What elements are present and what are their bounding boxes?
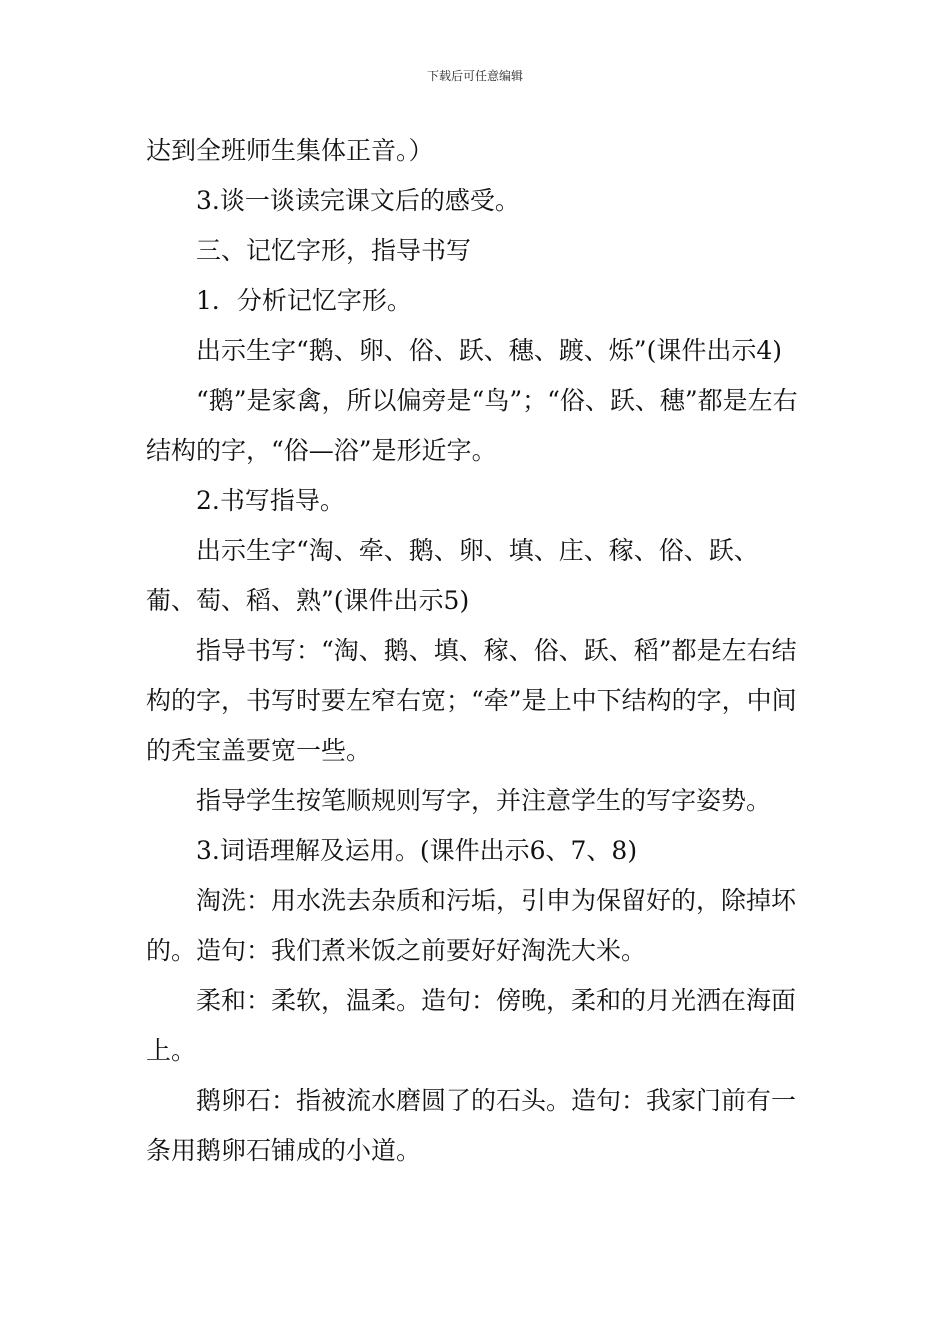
paragraph-14: 鹅卵石：指被流水磨圆了的石头。造句：我家门前有一条用鹅卵石铺成的小道。 bbox=[146, 1086, 797, 1165]
paragraph-5: 出示生字“鹅、卵、俗、跃、穗、踱、烁”(课件出示4) bbox=[196, 336, 782, 365]
paragraph-1: 达到全班师生集体正音。） bbox=[146, 136, 434, 165]
page-header: 下载后可任意编辑 bbox=[426, 69, 523, 83]
paragraph-13: 柔和：柔软，温柔。造句：傍晚，柔和的月光洒在海面上。 bbox=[146, 986, 797, 1065]
paragraph-6: “鹅”是家禽，所以偏旁是“鸟”；“俗、跃、穗”都是左右结构的字，“俗—浴”是形近字。 bbox=[146, 386, 798, 465]
paragraph-7: 2.书写指导。 bbox=[196, 486, 345, 515]
paragraph-8: 出示生字“淘、牵、鹅、卵、填、庄、稼、俗、跃、葡、萄、稻、熟”(课件出示5) bbox=[146, 536, 759, 615]
paragraph-4: 1．分析记忆字形。 bbox=[196, 286, 412, 315]
paragraph-2: 3.谈一谈读完课文后的感受。 bbox=[196, 186, 520, 215]
paragraph-10: 指导学生按笔顺规则写字，并注意学生的写字姿势。 bbox=[196, 786, 772, 815]
paragraph-9: 指导书写：“淘、鹅、填、稼、俗、跃、稻”都是左右结构的字，书写时要左窄右宽；“牵”是上中下结构的字，中间的秃宝盖要宽一些。 bbox=[146, 636, 797, 765]
paragraph-12: 淘洗：用水洗去杂质和污垢，引申为保留好的，除掉坏的。造句：我们煮米饭之前要好好淘洗大米。 bbox=[146, 886, 797, 965]
paragraph-11: 3.词语理解及运用。(课件出示6、7、8) bbox=[196, 836, 638, 865]
document-body bbox=[146, 126, 808, 1176]
section-heading: 三、记忆字形，指导书写 bbox=[196, 236, 472, 265]
